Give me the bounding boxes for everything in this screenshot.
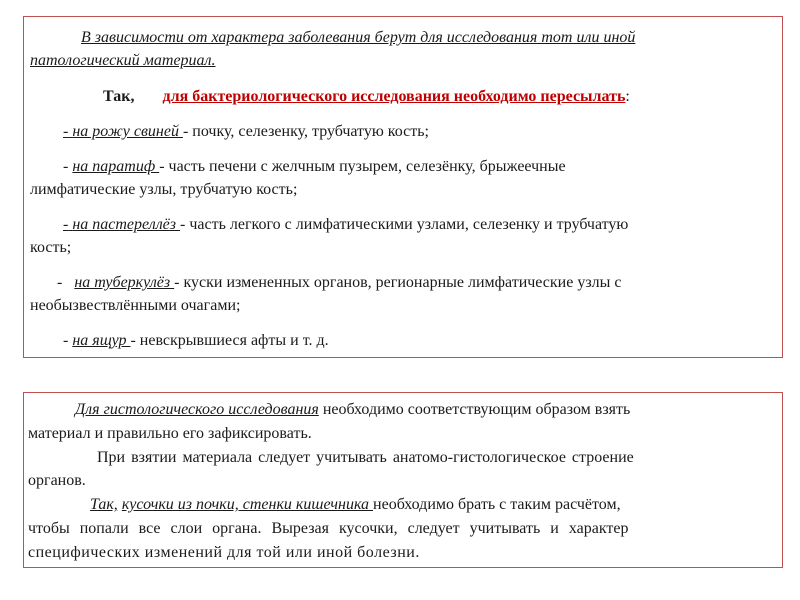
item-separator: - bbox=[159, 158, 169, 175]
histology-para-2-cont bbox=[28, 471, 86, 491]
item-separator: - bbox=[182, 123, 193, 140]
item-text-continued: необызвествлёнными очагами; bbox=[30, 297, 241, 314]
item-separator: - bbox=[130, 332, 140, 349]
intro-text-1: В зависимости от характера заболевания берут для исследования тот или иной bbox=[81, 29, 636, 46]
list-item bbox=[57, 273, 622, 293]
list-item-continuation bbox=[30, 180, 297, 200]
histology-label: Для гистологического исследования bbox=[75, 401, 319, 418]
intro-text-2: патологический материал. bbox=[30, 52, 216, 69]
item-text: часть легкого с лимфатическими узлами, селезенку и трубчатую bbox=[189, 216, 629, 233]
item-dash: - bbox=[63, 332, 69, 349]
para-3-text: необходимо брать с таким расчётом, bbox=[373, 496, 621, 513]
tak-label: Так, bbox=[103, 88, 135, 105]
histology-para-2 bbox=[97, 448, 774, 468]
item-text: невскрывшиеся афты и т. д. bbox=[139, 332, 329, 349]
item-text: почку, селезенку, трубчатую кость; bbox=[192, 123, 429, 140]
item-label: на пастереллёз bbox=[72, 216, 181, 233]
para-3-text-end: специфических изменений для той или иной болезни. bbox=[28, 544, 420, 561]
histology-text: необходимо соответствующим образом взять bbox=[318, 401, 631, 418]
list-item bbox=[63, 122, 429, 142]
histology-para-2-justified bbox=[97, 448, 774, 468]
list-item bbox=[63, 157, 566, 177]
histology-para-1-cont bbox=[28, 424, 312, 444]
item-label: на ящур bbox=[72, 332, 131, 349]
item-dash: - bbox=[63, 158, 69, 175]
para-3-text-continued: чтобы попали все слои органа. Вырезая кусочки, следует учитывать и характер bbox=[28, 520, 629, 537]
histology-text-continued: материал и правильно его зафиксировать. bbox=[28, 425, 312, 442]
item-text-continued: кость; bbox=[30, 239, 72, 256]
bacteriological-heading bbox=[103, 87, 630, 107]
histology-para-3 bbox=[90, 495, 621, 515]
item-dash: - bbox=[57, 274, 63, 291]
histological-section bbox=[23, 392, 783, 568]
histology-para-3-cont-2 bbox=[28, 543, 420, 563]
histology-para-1 bbox=[75, 400, 630, 420]
para-2-text-continued: органов. bbox=[28, 472, 86, 489]
list-item-continuation bbox=[30, 238, 71, 258]
item-dash: - bbox=[63, 123, 69, 140]
list-item-continuation bbox=[30, 296, 240, 316]
intro-line-1 bbox=[81, 28, 635, 48]
item-label: на рожу свиней bbox=[72, 123, 183, 140]
list-item bbox=[63, 215, 628, 235]
list-item bbox=[63, 331, 329, 351]
bacteriological-section bbox=[23, 16, 783, 358]
para-3-label: кусочки из почки, стенки кишечника bbox=[121, 496, 374, 513]
item-text: часть печени с желчным пузырем, селезёнку, брыжеечные bbox=[168, 158, 566, 175]
item-dash: - bbox=[63, 216, 69, 233]
item-separator: - bbox=[180, 216, 190, 233]
item-text-continued: лимфатические узлы, трубчатую кость; bbox=[30, 181, 298, 198]
item-label: на паратиф bbox=[72, 158, 160, 175]
item-label: на туберкулёз bbox=[74, 274, 175, 291]
bacteriological-phrase: для бактериологического исследования необходимо пересылать bbox=[162, 88, 626, 105]
item-text: куски измененных органов, регионарные лимфатические узлы с bbox=[183, 274, 622, 291]
para-3-tak: Так, bbox=[90, 496, 118, 513]
para-2-text: При взятии материала следует учитывать анатомо-гистологическое строение bbox=[97, 449, 634, 466]
histology-para-3-cont bbox=[28, 519, 774, 539]
intro-line-2 bbox=[30, 51, 216, 71]
bacteriological-colon: : bbox=[625, 88, 630, 105]
item-separator: - bbox=[174, 274, 184, 291]
